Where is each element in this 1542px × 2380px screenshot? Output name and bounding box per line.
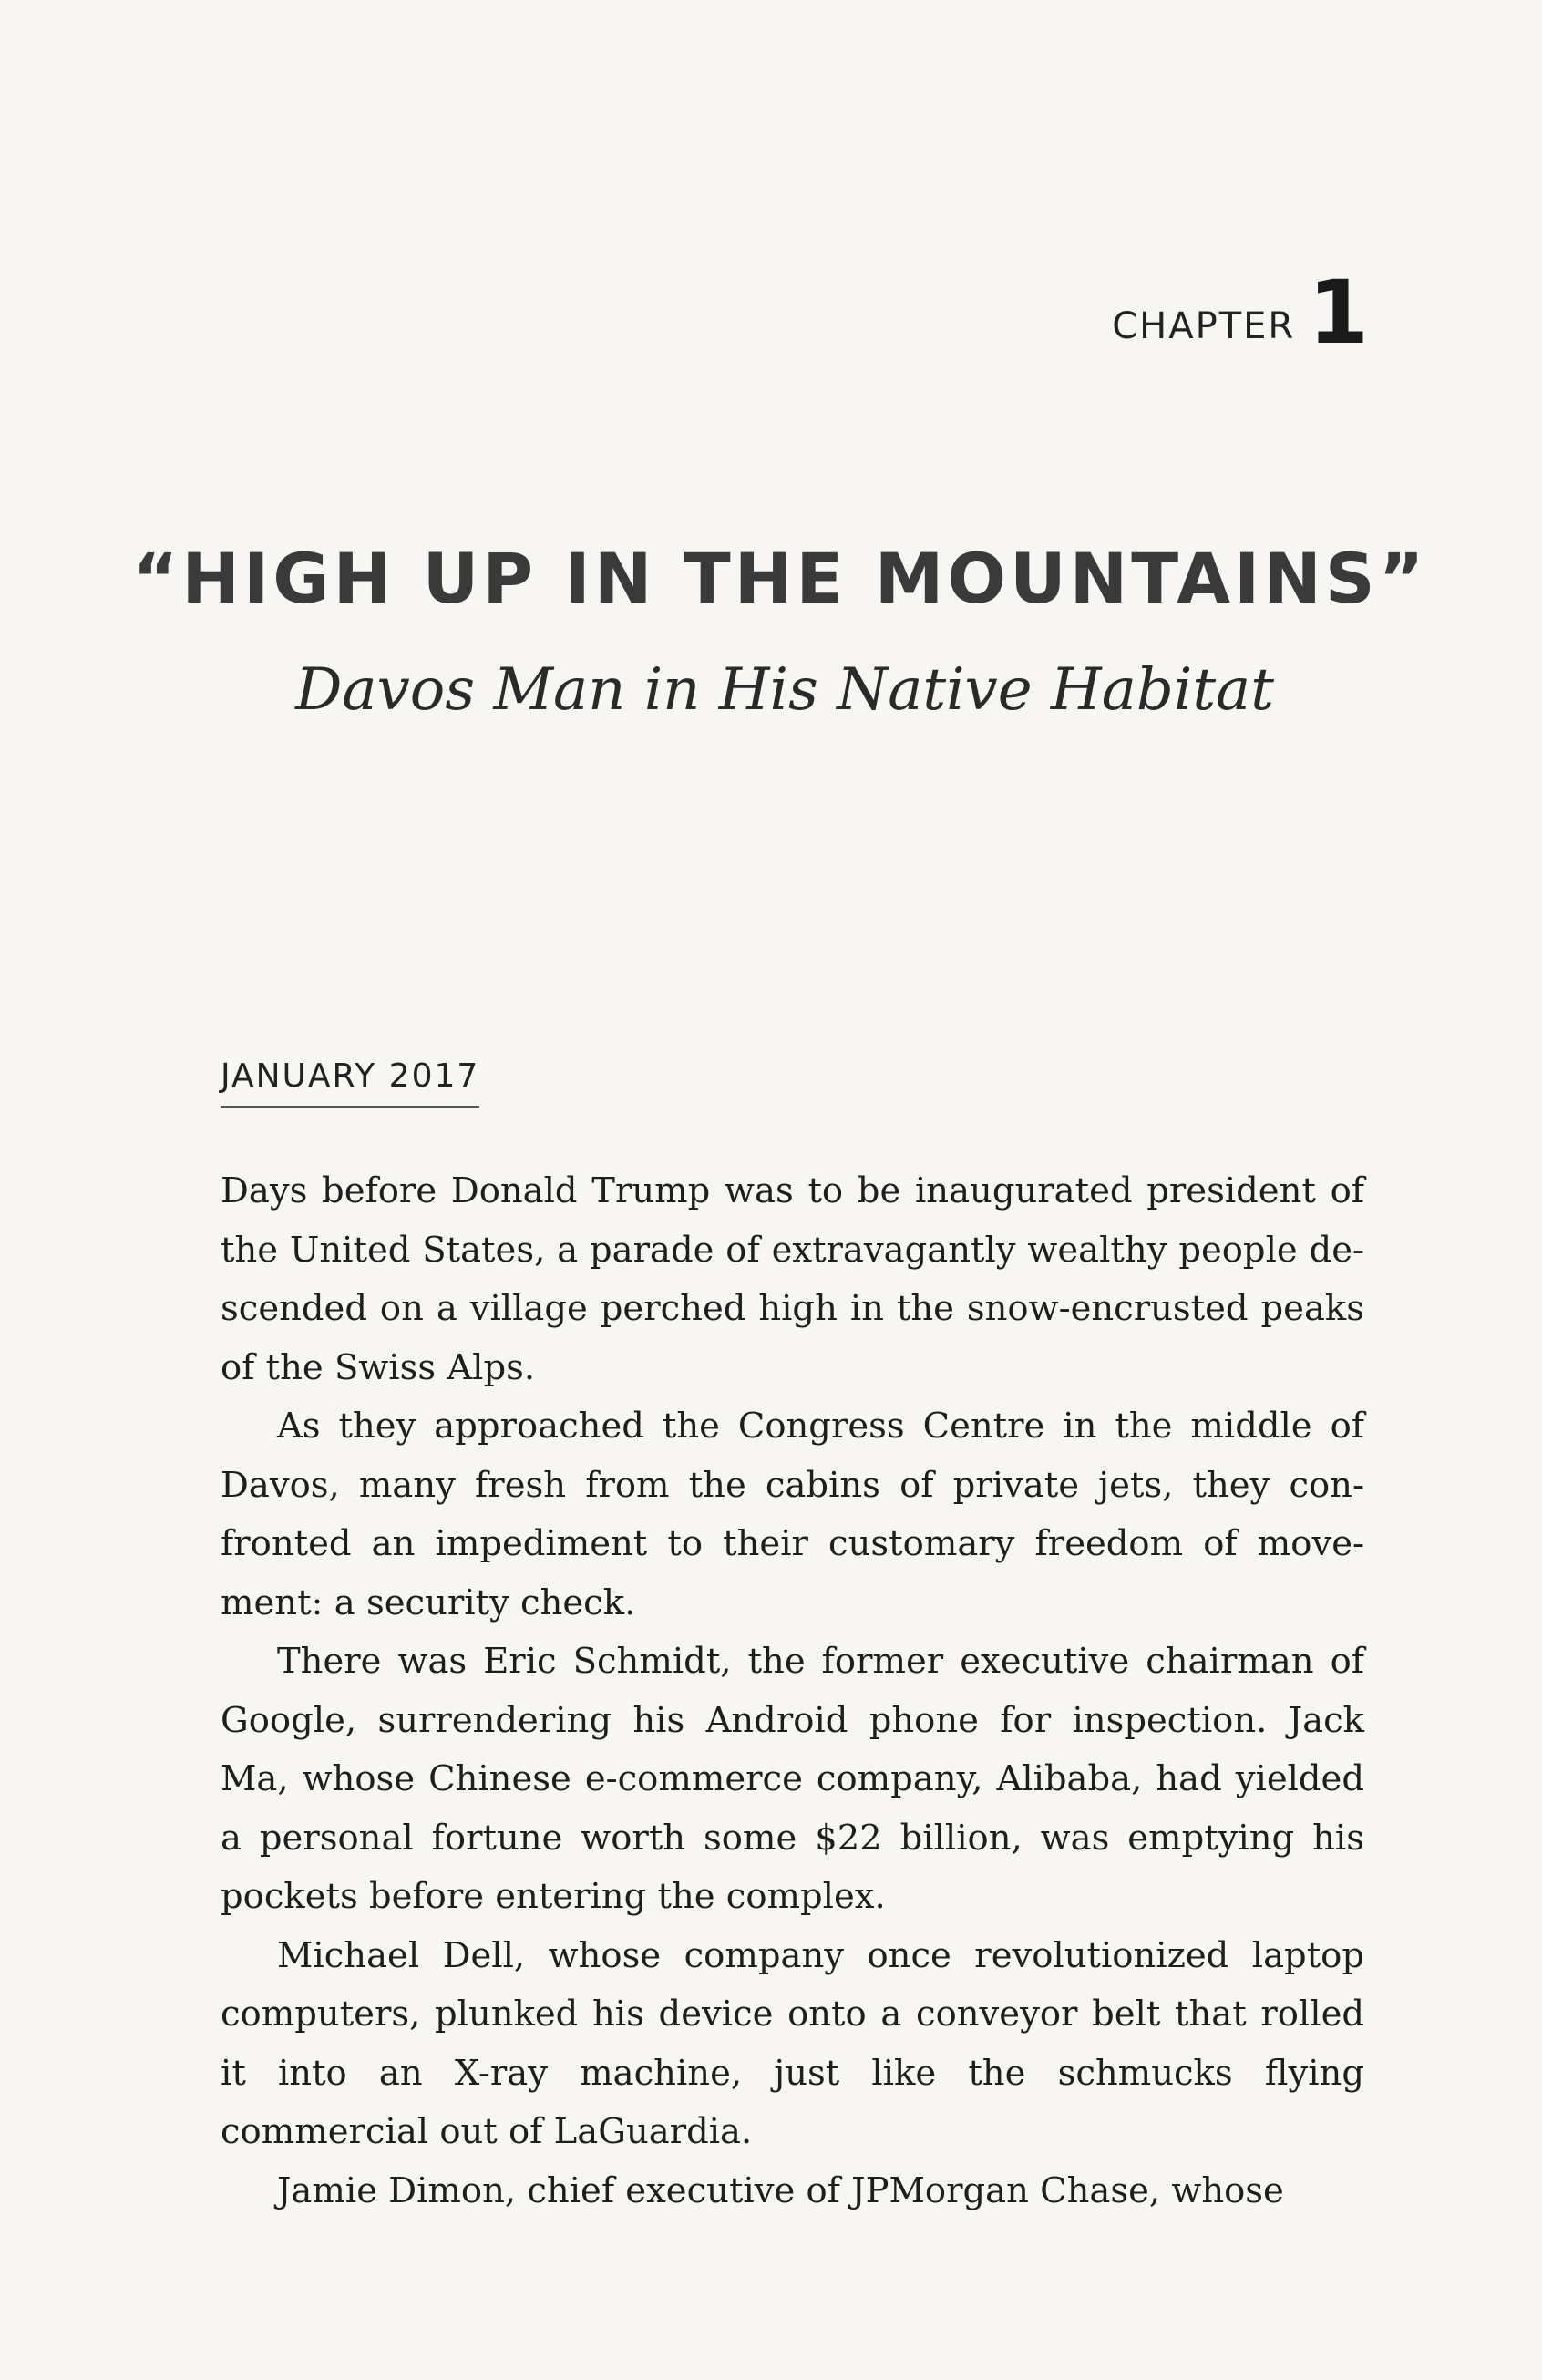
- chapter-title: “HIGH UP IN THE MOUNTAINS”: [132, 538, 1428, 619]
- chapter-heading: [1112, 262, 1369, 364]
- paragraph-4: Michael Dell, whose company once revolutionized laptop computers, plunked his device onto a conveyor belt that rolled it into an X-ray machine, just like the schmucks flying commercial out of LaGuardia.: [221, 1934, 1364, 2152]
- chapter-word: CHAPTER: [1112, 305, 1296, 348]
- paragraph-3: There was Eric Schmidt, the former executive chairman of Google, surrendering his Android phone for inspection. Jack Ma, whose Chinese e-commerce company, Alibaba, had yielded a personal fortune worth some $22 billion, was emptying his pockets before entering the complex.: [221, 1641, 1364, 1917]
- chapter-subtitle: Davos Man in His Native Habitat: [295, 656, 1274, 724]
- paragraph-1: Days before Donald Trump was to be inaugurated president of the United States, a parade of extravagantly wealthy people descended on a village perched high in the snow-encrusted peaks of the Swiss Alps.: [221, 1170, 1364, 1388]
- paragraph-2: As they approached the Congress Centre in the middle of Davos, many fresh from the cabins of private jets, they confronted an impediment to their customary freedom of movement: a security check.: [221, 1406, 1364, 1623]
- paragraph-5: Jamie Dimon, chief executive of JPMorgan Chase, whose: [277, 2169, 1284, 2211]
- body-text: [221, 1162, 1364, 2220]
- dateline: JANUARY 2017: [221, 1057, 479, 1108]
- chapter-number: 1: [1308, 262, 1369, 364]
